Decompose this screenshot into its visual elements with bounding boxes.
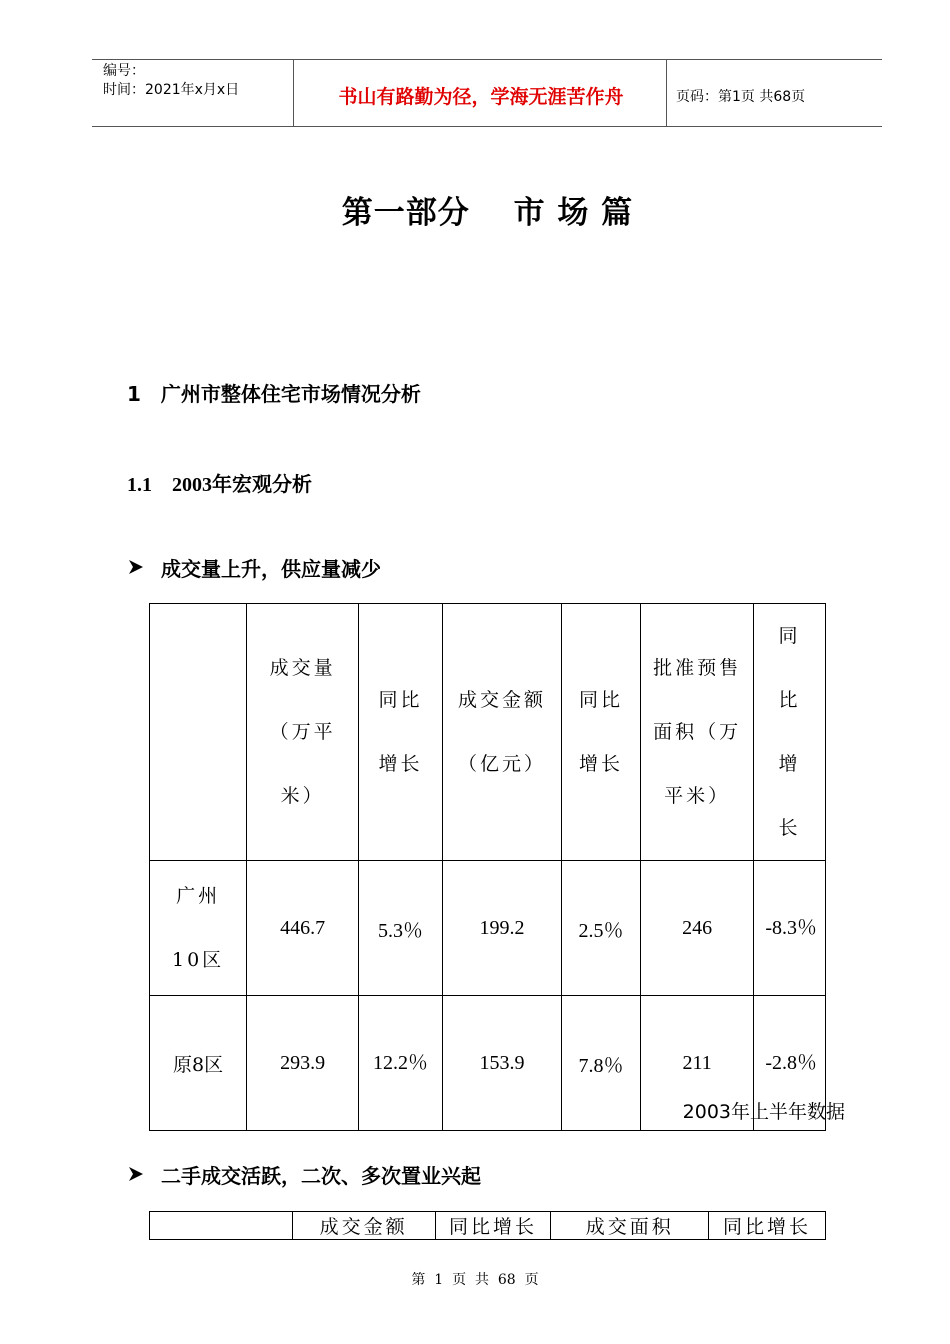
header-meta: [103, 62, 239, 100]
table-cell: 2.5％: [562, 861, 641, 996]
header-page-label: 页码：第1页 共68页: [676, 89, 806, 105]
header-bottom-rule: [92, 126, 882, 127]
table-note: 2003年上半年数据: [682, 1101, 845, 1123]
subsection-heading: 1.1 2003年宏观分析: [127, 474, 312, 496]
header-cell: 同比增长: [754, 604, 826, 861]
table-header-row: [150, 604, 826, 861]
header-cell: 同比增长: [359, 604, 443, 861]
bullet-text: 二手成交活跃，二次、多次置业兴起: [161, 1164, 481, 1188]
header-cell: [150, 1212, 293, 1240]
header-cell: 同比增长: [562, 604, 641, 861]
header-top-rule: [92, 59, 882, 60]
table-cell: 7.8％: [562, 996, 641, 1131]
page-footer: 第 1 页 共 68 页: [411, 1272, 539, 1288]
header-cell: 成交量（万平米）: [247, 604, 359, 861]
header-divider: [293, 60, 294, 126]
bullet-heading: [127, 1160, 481, 1189]
page-title: 第一部分 市 场 篇: [341, 195, 634, 231]
section-heading: 1 广州市整体住宅市场情况分析: [127, 382, 421, 406]
header-divider: [666, 60, 667, 126]
table-cell: 211: [641, 996, 754, 1131]
row-label: 原8区: [150, 996, 247, 1131]
table-cell: 153.9: [443, 996, 562, 1131]
table-cell: 12.2％: [359, 996, 443, 1131]
table-cell: 5.3％: [359, 861, 443, 996]
bullet-text: 成交量上升，供应量减少: [161, 557, 381, 581]
table-cell: -8.3％: [754, 861, 826, 996]
table-cell: 246: [641, 861, 754, 996]
market-volume-table: [149, 603, 826, 1131]
header-cell: 同比增长: [709, 1212, 826, 1240]
bullet-heading: [127, 553, 381, 582]
time-label: 时间：2021年x月x日: [103, 82, 240, 98]
header-cell: 同比增长: [435, 1212, 551, 1240]
number-label: 编号：: [103, 63, 145, 79]
secondhand-table: [149, 1211, 826, 1240]
right-arrowhead-icon: [127, 557, 161, 581]
header-cell: 成交面积: [551, 1212, 709, 1240]
row-label: 广州10区: [150, 861, 247, 996]
header-cell: 批准预售面积（万平米）: [641, 604, 754, 861]
table-cell: 446.7: [247, 861, 359, 996]
table-cell: 293.9: [247, 996, 359, 1131]
table-cell: 199.2: [443, 861, 562, 996]
table-cell: -2.8％: [754, 996, 826, 1131]
table-header-row: [150, 1212, 826, 1240]
header-cell: [150, 604, 247, 861]
header-cell: 成交金额: [292, 1212, 435, 1240]
table-row: [150, 861, 826, 996]
header-cell: 成交金额（亿元）: [443, 604, 562, 861]
header-motto: 书山有路勤为径，学海无涯苦作舟: [338, 86, 624, 108]
right-arrowhead-icon: [127, 1164, 161, 1188]
